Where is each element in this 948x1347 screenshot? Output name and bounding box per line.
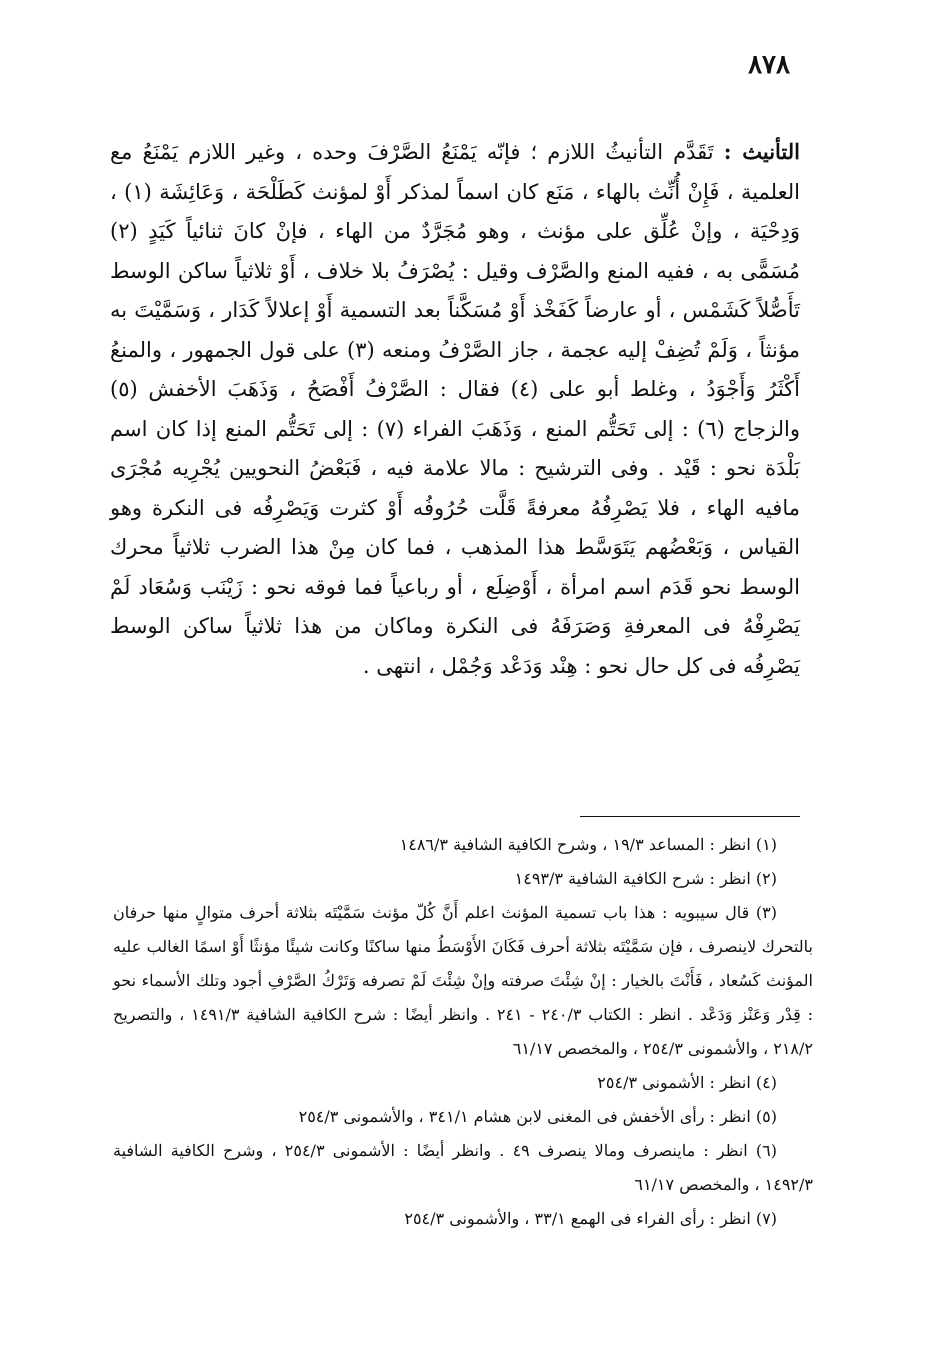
footnote-6: (٦) انظر : ماينصرف ومالا ينصرف ٤٩ . وانظر أيضًا : الأشمونى ٢٥٤/٣ ، وشرح الكافية الشافية ١٤٩٢/٣ ، والمخصص ٦١/١٧ [113, 1141, 813, 1194]
footnote-2: (٢) انظر : شرح الكافية الشافية ١٤٩٣/٣ [514, 869, 777, 888]
footnote-1: (١) انظر : المساعد ١٩/٣ ، وشرح الكافية الشافية ١٤٨٦/٣ [399, 835, 777, 854]
main-paragraph [110, 132, 800, 686]
footnote-5: (٥) انظر : رأى الأخفش فى المغنى لابن هشام ٣٤١/١ ، والأشمونى ٢٥٤/٣ [298, 1107, 777, 1126]
footnote-3: (٣) قال سيبويه : هذا باب تسمية المؤنث اعلم أَنَّ كُلّ مؤنث سَمَّيْتَه بثلاثة أحرف متوالٍ منها حرفان بالتحرك لاينصرف ، فإن سَمَّيْتَه بثلاثة أحرف فَكَانَ الأَوْسَطُ منها ساكنًا وكانت شيئًا مؤنثًا أَوْ اسمًا الغالب عليه المؤنث كَسُعاد ، فَأَنْتَ بالخيار : إنْ شِئْتَ صرفته وإنْ شِئْتَ لَمْ تصرفه وَتَرْكُ الصَّرْفِ أجود وتلك الأسماء نحو : قِدْر وَعَنْز وَدَعْد . انظر : الكتاب ٢٤٠/٣ - ٢٤١ . وانظر أيضًا : شرح الكافية الشافية ١٤٩١/٣ ، والتصريح ٢١٨/٢ ، والأشمونى ٢٥٤/٣ ، والمخصص ٦١/١٧ [113, 903, 814, 1058]
footnotes-list [113, 828, 813, 1236]
page-number: ٨٧٨ [748, 50, 790, 80]
footnote-4: (٤) انظر : الأشمونى ٢٥٤/٣ [597, 1073, 777, 1092]
footnote-divider [580, 816, 800, 817]
lead-term: التأنيث : [723, 139, 801, 164]
footnote-7: (٧) انظر : رأى الفراء فى الهمع ٣٣/١ ، والأشمونى ٢٥٤/٣ [404, 1209, 777, 1228]
main-body-text: تَقَدَّم التأنيثُ اللازم ؛ فإنّه يَمْنَعُ الصَّرْفَ وحده ، وغير اللازم يَمْنَعُ مع العلمية ، فَإِنْ أُنِّث بالهاء ، مَنَع كان اسماً لمذكر أَوْ لمؤنث كَطَلْحَة ، وَعَائِشَة (١) ، وَدِحْيَة ، وإنْ عُلِّق على مؤنث ، وهو مُجَرَّدٌ من الهاء ، فإنْ كانَ ثنائياً كَيَدٍ (٢) مُسَمًّى به ، ففيه المنع والصَّرْف وقيل : يُصْرَفُ بلا خلاف ، أَوْ ثلاثياً ساكن الوسط تَأَصُّلاً كَشَمْس ، أو عارضاً كَفَخْذ أَوْ مُسَكَّناً بعد التسمية أَوْ إعلالاً كَدَار ، وَسَمَّيْتَ به مؤنثاً ، وَلَمْ تُضِفْ إليه عجمة ، جاز الصَّرْفُ ومنعه (٣) على قول الجمهور ، والمنعُ أَكْثَرُ وَأَجْوَدُ ، وغلط أبو على (٤) فقال : الصَّرْفُ أَفْصَحُ ، وَذَهَبَ الأخفش (٥) والزجاج (٦) : إلى تَحَتُّم المنع ، وَذَهَبَ الفراء (٧) : إلى تَحَتُّم المنع إذا كان اسم بَلْدَة نحو : قَيْد . وفى الترشيح : مالا علامة فيه ، فَبَعْضُ النحويين يُجْرِيه مُجْرَى مافيه الهاء ، فلا يَصْرِفُهُ معرفةً قَلَّت حُرُوفُه أَوْ كثرت وَيَصْرِفُه فى النكرة وهو القياس ، وَبَعْضُهم يَتَوَسَّط هذا المذهب ، فما كان مِنْ هذا الضرب ثلاثياً محرك الوسط نحو قَدَم اسم امرأة ، أَوْضِلَع ، أو رباعياً فما فوقه نحو : زَيْنَب وَسُعَاد لَمْ يَصْرِفْهُ فى المعرفةِ وَصَرَفَهُ فى النكرة وماكان من هذا ثلاثياً ساكن الوسط يَصْرِفُه فى كل حال نحو : هِنْد وَدَعْد وَجُمْل ، انتهى . [110, 140, 800, 678]
